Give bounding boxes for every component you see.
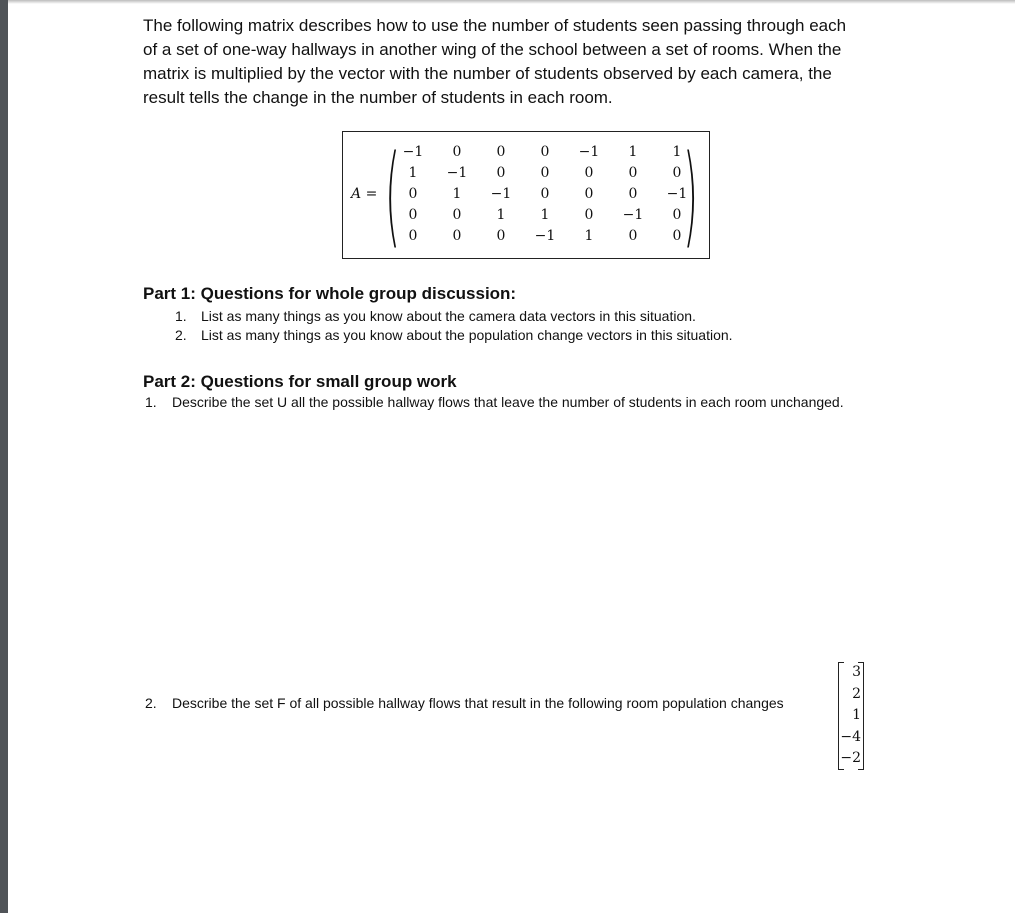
matrix-grid: [391, 144, 699, 249]
vector-entry: 3: [852, 664, 861, 680]
matrix-entry: 0: [672, 228, 682, 244]
matrix-entry: 1: [496, 207, 506, 223]
matrix-entry: 0: [408, 186, 418, 202]
matrix-entry: 1: [628, 144, 638, 160]
matrix-entry: 0: [628, 165, 638, 181]
part2-item: 2. Describe the set F of all possible hallway flows that result in the following room population changes: [145, 695, 784, 711]
matrix-entry: 0: [496, 228, 506, 244]
matrix-entry: 0: [540, 186, 550, 202]
right-paren: ): [683, 131, 699, 259]
matrix-entry: 0: [672, 165, 682, 181]
part1-item: 2. List as many things as you know about the population change vectors in this situation.: [175, 327, 733, 343]
viewer-sidebar-edge: [0, 0, 8, 913]
matrix-entry: 1: [408, 165, 418, 181]
matrix-entry: 0: [628, 228, 638, 244]
matrix-entry: 1: [672, 144, 682, 160]
matrix-entry: 0: [540, 144, 550, 160]
matrix-entry: 0: [584, 165, 594, 181]
matrix-entry: 0: [452, 228, 462, 244]
matrix-entry: 0: [408, 228, 418, 244]
matrix-entry: −1: [622, 207, 644, 223]
left-paren: (: [385, 131, 401, 259]
matrix-box: [342, 131, 710, 259]
matrix-entry: −1: [402, 144, 424, 160]
matrix-entry: −1: [490, 186, 512, 202]
matrix-entry: 0: [584, 186, 594, 202]
matrix-entry: 1: [452, 186, 462, 202]
matrix-entry: 0: [408, 207, 418, 223]
matrix-entry: −1: [534, 228, 556, 244]
intro-paragraph: [143, 14, 883, 110]
matrix-label: A =: [351, 186, 378, 202]
vector-entry: 1: [852, 707, 861, 723]
part1-item: 1. List as many things as you know about the camera data vectors in this situation.: [175, 308, 696, 324]
vector-entry: −4: [840, 728, 861, 745]
part2-item: 1. Describe the set U all the possible hallway flows that leave the number of students in each room unchanged.: [145, 394, 844, 410]
matrix-entry: 0: [496, 165, 506, 181]
matrix-entry: −1: [446, 165, 468, 181]
matrix-entry: 0: [452, 207, 462, 223]
matrix-entry: 0: [540, 165, 550, 181]
matrix-entry: 0: [496, 144, 506, 160]
matrix-entry: −1: [666, 186, 688, 202]
intro-line: The following matrix describes how to use the number of students seen passing through each: [143, 16, 847, 35]
part1-heading: Part 1: Questions for whole group discussion:: [143, 284, 517, 303]
matrix-entry: 0: [452, 144, 462, 160]
matrix-entry: 0: [672, 207, 682, 223]
matrix-entry: 0: [628, 186, 638, 202]
intro-line: matrix is multiplied by the vector with the number of students observed by each camera, the: [143, 64, 832, 83]
intro-line: of a set of one-way hallways in another wing of the school between a set of rooms. When the: [143, 40, 842, 59]
vector-entry: −2: [840, 750, 861, 766]
matrix-entry: −1: [578, 144, 600, 160]
vector-entry: 2: [852, 685, 861, 702]
matrix-entry: 1: [584, 228, 594, 244]
intro-line: result tells the change in the number of students in each room.: [143, 88, 613, 107]
part2-heading: Part 2: Questions for small group work: [143, 372, 457, 391]
matrix-entry: 0: [584, 207, 594, 223]
page-top-shadow: [8, 0, 1015, 4]
population-change-vector: [838, 662, 864, 770]
matrix-entry: 1: [540, 207, 550, 223]
